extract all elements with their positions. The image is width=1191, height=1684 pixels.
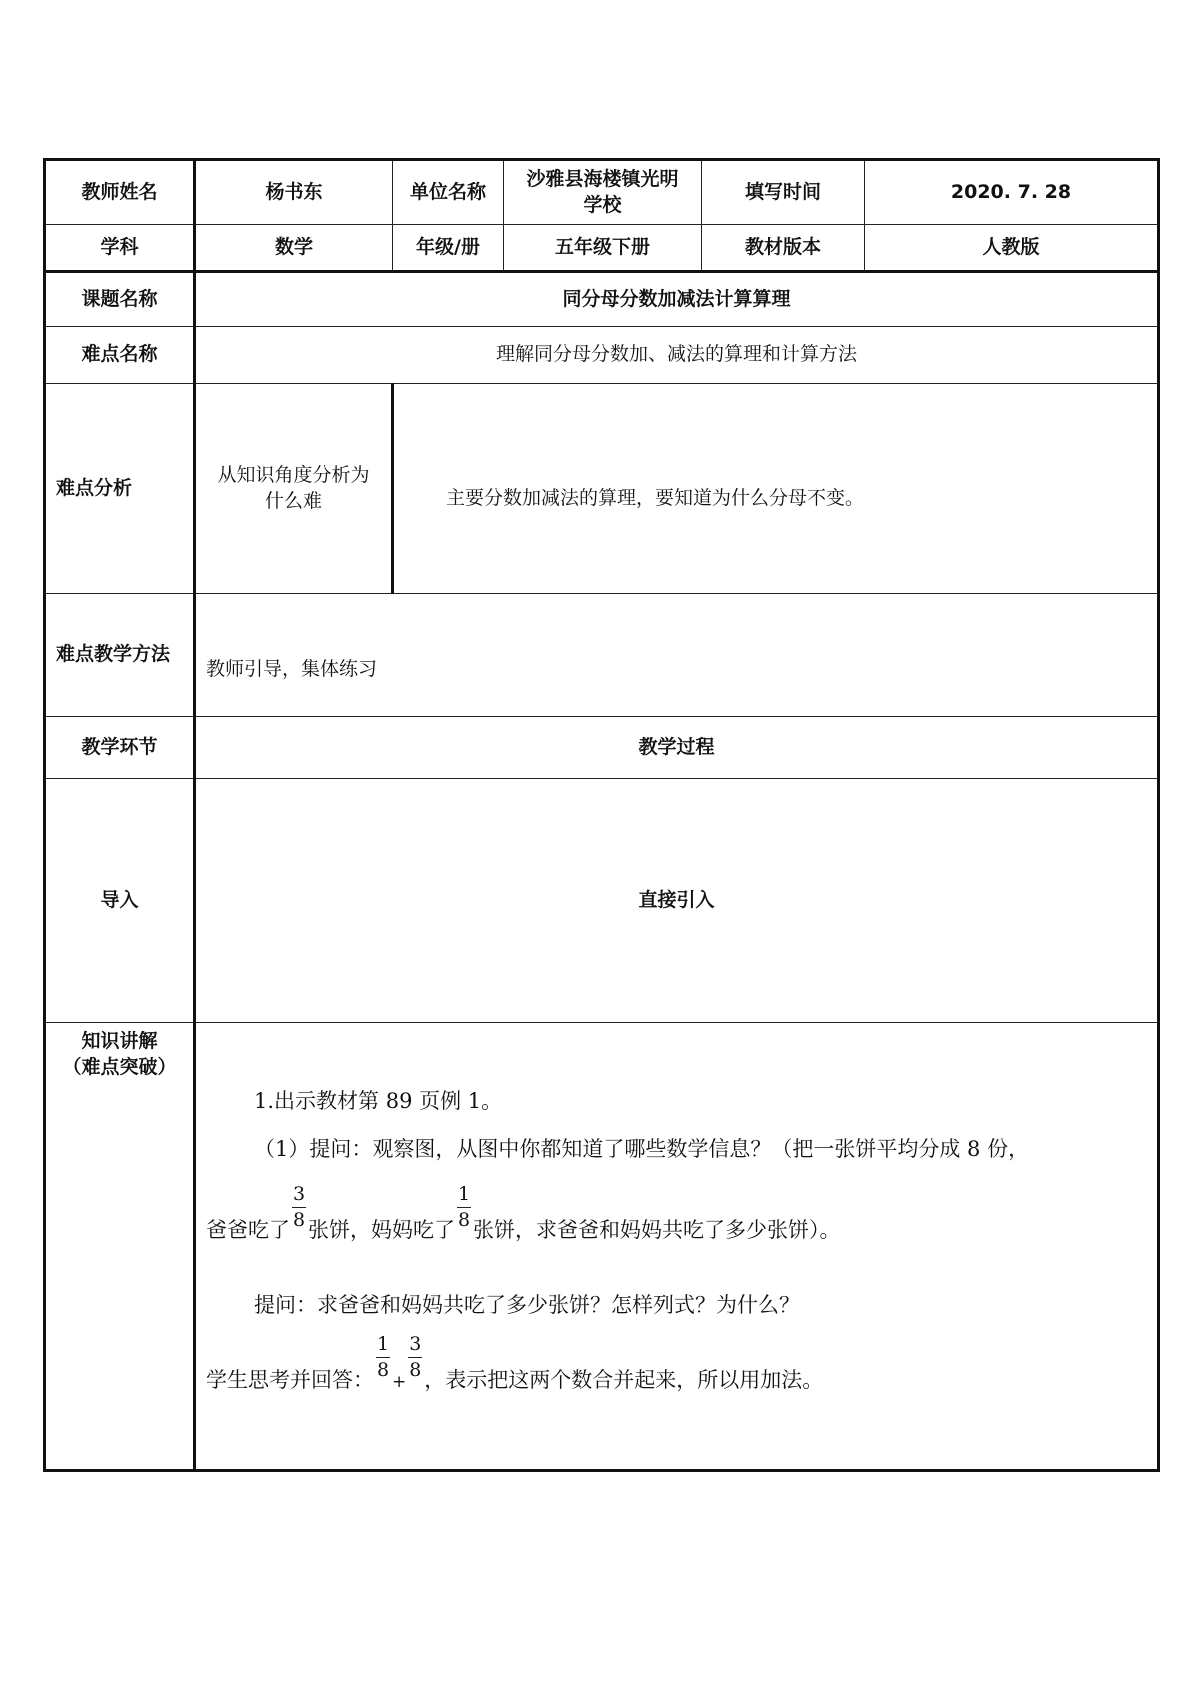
knowledge-label-line2: （难点突破） [62, 1055, 177, 1078]
difficulty-row [45, 327, 1159, 384]
fraction-one-eighth-1 [457, 1185, 471, 1230]
method-label: 难点教学方法 [45, 594, 195, 717]
grade-label: 年级/册 [393, 225, 504, 272]
time-value: 2020. 7. 28 [865, 160, 1159, 225]
unit-value [504, 160, 702, 225]
topic-value: 同分母分数加减法计算算理 [195, 272, 1159, 327]
analysis-sub-label-line2: 什么难 [264, 489, 322, 512]
knowledge-body [196, 1023, 1157, 1468]
topic-label: 课题名称 [45, 272, 195, 327]
unit-value-line2: 学校 [583, 193, 622, 216]
frac1-denominator: 8 [292, 1209, 306, 1231]
frac3-denominator: 8 [376, 1359, 390, 1381]
edition-value: 人教版 [865, 225, 1159, 272]
knowledge-p3 [206, 1183, 841, 1254]
teacher-value: 杨书东 [195, 160, 393, 225]
frac3-numerator: 1 [376, 1333, 390, 1355]
knowledge-label-line1: 知识讲解 [81, 1030, 158, 1052]
knowledge-p3-b: 张饼，妈妈吃了 [308, 1218, 455, 1242]
knowledge-p5-b: ，表示把这两个数合并起来，所以用加法。 [424, 1368, 824, 1392]
process-value: 教学过程 [195, 717, 1159, 779]
process-header-row [45, 717, 1159, 779]
frac4-denominator: 8 [409, 1359, 422, 1381]
grade-value: 五年级下册 [504, 225, 702, 272]
topic-row [45, 272, 1159, 327]
info-row-2 [45, 225, 1159, 272]
analysis-label: 难点分析 [45, 384, 195, 594]
lesson-plan-table [43, 158, 1160, 1472]
subject-label: 学科 [45, 225, 195, 272]
knowledge-p5-a: 学生思考并回答： [206, 1368, 374, 1392]
difficulty-label: 难点名称 [45, 327, 195, 384]
knowledge-p1: 1.出示教材第 89 页例 1。 [254, 1089, 503, 1113]
knowledge-content [195, 1023, 1159, 1471]
knowledge-p4: 提问：求爸爸和妈妈共吃了多少张饼？怎样列式？为什么？ [254, 1293, 800, 1317]
knowledge-p3-a: 爸爸吃了 [206, 1218, 290, 1242]
knowledge-p2: （1）提问：观察图，从图中你都知道了哪些数学信息？（把一张饼平均分成 8 份， [254, 1137, 1030, 1161]
method-row [45, 594, 1159, 717]
intro-value: 直接引入 [195, 779, 1159, 1023]
fraction-three-eighths-2 [408, 1335, 422, 1380]
unit-value-line1: 沙雅县海楼镇光明 [526, 167, 679, 190]
knowledge-p3-c: 张饼，求爸爸和妈妈共吃了多少张饼）。 [473, 1218, 841, 1242]
edition-label: 教材版本 [702, 225, 865, 272]
unit-label: 单位名称 [393, 160, 504, 225]
analysis-value: 主要分数加减法的算理，要知道为什么分母不变。 [393, 384, 1159, 594]
analysis-sub-label-line1: 从知识角度分析为 [217, 463, 370, 486]
analysis-sub-label [195, 384, 393, 594]
process-label: 教学环节 [45, 717, 195, 779]
analysis-row [45, 384, 1159, 594]
info-row-1 [45, 160, 1159, 225]
fraction-three-eighths-1 [292, 1185, 306, 1230]
frac4-numerator: 3 [409, 1333, 422, 1355]
frac1-numerator: 3 [292, 1183, 306, 1205]
lesson-plan-document [43, 158, 1157, 1469]
fraction-one-eighth-2 [376, 1335, 390, 1380]
plus-sign: + [392, 1372, 407, 1392]
frac2-denominator: 8 [457, 1209, 471, 1231]
subject-value: 数学 [195, 225, 393, 272]
knowledge-label [45, 1023, 195, 1471]
time-label: 填写时间 [702, 160, 865, 225]
teacher-label: 教师姓名 [45, 160, 195, 225]
difficulty-value: 理解同分母分数加、减法的算理和计算方法 [195, 327, 1159, 384]
intro-label: 导入 [45, 779, 195, 1023]
method-value: 教师引导，集体练习 [195, 594, 1159, 717]
knowledge-row [45, 1023, 1159, 1471]
knowledge-p5 [206, 1333, 824, 1404]
frac2-numerator: 1 [457, 1183, 471, 1205]
intro-row [45, 779, 1159, 1023]
